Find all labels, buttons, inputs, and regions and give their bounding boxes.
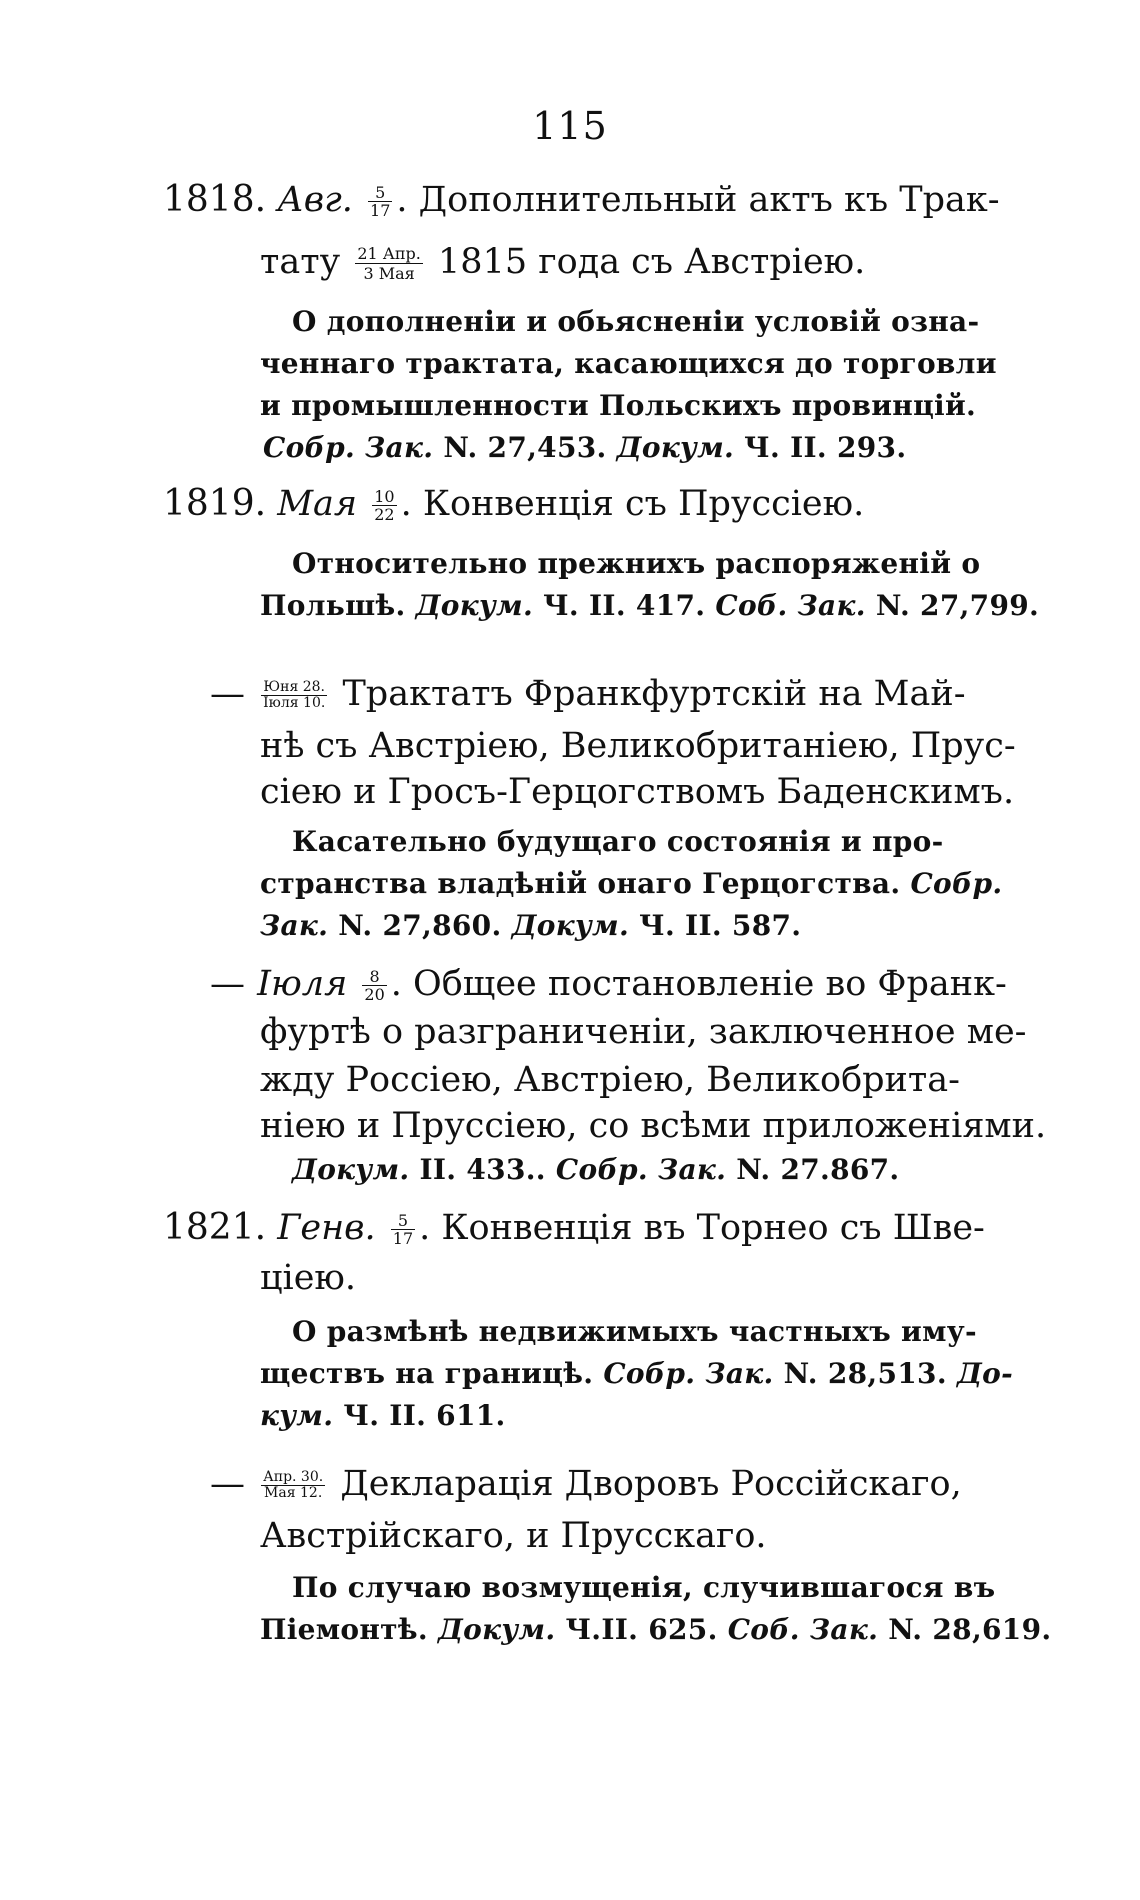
entry-date-fraction: $\frac{\text{21 Апр.}}{\text{3 Мая}}$ xyxy=(357,244,421,283)
entry-title: Австрійскаго, и Прусскаго. xyxy=(260,1516,767,1556)
entry-description: ченнаго трактата, касающихся до торговли xyxy=(260,347,997,380)
entry-title: Декларація Дворовъ Россійскаго, xyxy=(340,1464,962,1504)
entry-title: Дополнительный актъ къ Трак- xyxy=(418,180,1000,220)
entry-date-fraction: $\frac{8}{20}$ xyxy=(364,967,385,1004)
entry-date-fraction: $\frac{5}{17}$ xyxy=(392,1211,414,1248)
entry-month: Іюля xyxy=(257,964,348,1004)
entry-1819-title: 1819. Мая $\frac{10}{22}$ . Конвенція съ Пруссіею. xyxy=(163,483,865,524)
entry-reference: Собр. Зак. N. 27,453. Докум. Ч. II. 293. xyxy=(263,431,907,464)
entry-date-fraction: $\frac{10}{22}$ xyxy=(374,487,395,524)
entry-reference: кум. Ч. II. 611. xyxy=(260,1399,506,1432)
entry-year: 1818. xyxy=(163,179,267,220)
entry-reference: Докум. II. 433.. Собр. Зак. N. 27.867. xyxy=(292,1153,900,1186)
entry-description: и промышленности Польскихъ провинцій. xyxy=(260,389,977,422)
entry-reference: Польшѣ. Докум. Ч. II. 417. Соб. Зак. N. 27,799. xyxy=(260,589,1040,622)
entry-dash: — xyxy=(210,1464,245,1504)
entry-dash: — xyxy=(210,964,245,1004)
entry-month: Мая xyxy=(277,484,358,524)
entry-frankfurt-treaty-title-line-1 xyxy=(210,672,966,716)
entry-description: странства владѣній онаго Герцогства. Собр. xyxy=(260,867,1003,900)
page-number: 115 xyxy=(532,104,608,148)
entry-year: 1821. xyxy=(163,1207,267,1248)
entry-title: нѣ съ Австріею, Великобританіею, Прус- xyxy=(260,726,1016,766)
entry-month: Генв. xyxy=(277,1208,376,1248)
entry-title: Трактатъ Франкфуртскій на Май- xyxy=(342,674,966,714)
entry-1818-title-line-2: тату $\frac{\text{21 Апр.}}{\text{3 Мая}}$ 1815 года съ Австріею. xyxy=(260,242,866,283)
entry-date-fraction: $\frac{5}{17}$ xyxy=(370,183,391,220)
entry-date-fraction: $\frac{\text{Апр. 30.}}{\text{Мая 12.}}$ xyxy=(263,1469,324,1501)
entry-description: Относительно прежнихъ распоряженій о xyxy=(292,547,981,580)
entry-title: фуртѣ о разграниченіи, заключенное ме- xyxy=(260,1012,1027,1052)
entry-reference: Зак. N. 27,860. Докум. Ч. II. 587. xyxy=(260,909,802,942)
entry-title: ніею и Пруссіею, со всѣми приложеніями. xyxy=(260,1106,1047,1146)
entry-1818-title-line-1: 1818. Авг. $\frac{5}{17}$ . Дополнительный актъ къ Трак- xyxy=(163,179,1000,220)
entry-description: Касательно будущаго состоянія и про- xyxy=(292,825,944,858)
entry-1821-title: 1821. Генв. $\frac{5}{17}$ . Конвенція въ Торнео съ Шве- xyxy=(163,1207,985,1248)
entry-title: жду Россіею, Австріею, Великобрита- xyxy=(260,1060,960,1100)
entry-description: О дополненіи и обьясненіи условій озна- xyxy=(292,305,980,338)
entry-date-fraction: $\frac{\text{Юня 28.}}{\text{Іюля 10.}}$ xyxy=(263,679,326,711)
entry-description: По случаю возмущенія, случившагося въ xyxy=(292,1571,996,1604)
entry-dash: — xyxy=(210,674,245,714)
entry-declaration-title-line-1 xyxy=(210,1462,962,1506)
entry-title: Общее постановленіе во Франк- xyxy=(413,964,1007,1004)
entry-title: Конвенція въ Торнео съ Шве- xyxy=(441,1208,985,1248)
entry-reference: Піемонтѣ. Докум. Ч.II. 625. Соб. Зак. N. 28,619. xyxy=(260,1613,1052,1646)
entry-title: сіею и Гросъ-Герцогствомъ Баденскимъ. xyxy=(260,772,1015,812)
entry-month: Авг. xyxy=(277,180,353,220)
entry-title: Конвенція съ Пруссіею. xyxy=(422,484,865,524)
entry-year: 1819. xyxy=(163,483,267,524)
entry-reference: ществъ на границѣ. Собр. Зак. N. 28,513. До- xyxy=(260,1357,1014,1390)
entry-description: О размѣнѣ недвижимыхъ частныхъ иму- xyxy=(292,1315,977,1348)
entry-title: ціею. xyxy=(260,1258,357,1298)
entry-frankfurt-act-title-line-1: — Іюля $\frac{8}{20}$ . Общее постановленіе во Франк- xyxy=(210,964,1007,1004)
